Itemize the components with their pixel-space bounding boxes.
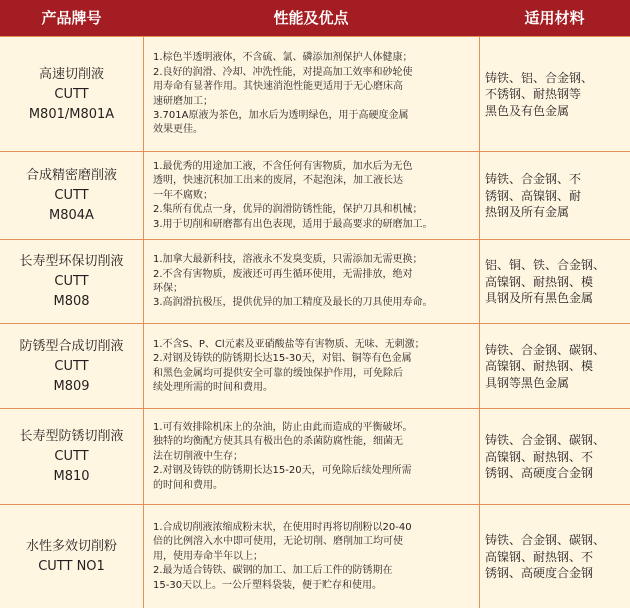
- product-brand: CUTT: [54, 449, 89, 464]
- product-model: M808: [53, 294, 90, 309]
- product-name-cell: [0, 37, 143, 152]
- material-line: 黑色及有色金属: [485, 103, 570, 118]
- materials-cell: [485, 240, 625, 324]
- performance-line: 续处理所需的时间和费用。: [153, 381, 273, 393]
- performance-line: 1.棕色半透明液体，不含硫、氯、磷添加剂保护人体健康；: [153, 52, 413, 64]
- material-line: 高镍钢、耐热钢、模: [485, 274, 594, 289]
- table-row: [0, 239, 630, 324]
- performance-line: 用，使用寿命半年以上；: [153, 550, 263, 562]
- material-line: 不锈钢、耐热钢等: [485, 87, 582, 102]
- performance-line: 3.用于切削和研磨都有出色表现，适用于最高要求的研磨加工。: [153, 218, 433, 230]
- performance-line: 独特的均衡配方使其具有极出色的杀菌防腐性能，细菌无: [153, 436, 403, 448]
- materials-cell: [485, 505, 625, 609]
- material-line: 高镍钢、耐热钢、不: [485, 449, 594, 464]
- materials-cell: [485, 152, 625, 240]
- performance-cell: [153, 505, 469, 609]
- product-model: M809: [53, 378, 90, 394]
- performance-cell: [153, 324, 469, 409]
- performance-line: 1.最优秀的用途加工液，不含任何有害物质，加水后为无色: [153, 160, 413, 172]
- materials-cell: [485, 324, 625, 409]
- performance-line: 环保；: [153, 283, 183, 294]
- performance-line: 和黑色金属均可提供安全可靠的缓蚀保护作用，可免除后: [153, 367, 403, 379]
- product-name: 长寿型防锈切削液: [19, 429, 124, 444]
- product-name: 防锈型合成切削液: [19, 338, 124, 354]
- material-line: 具钢及所有黑色金属: [485, 291, 594, 306]
- performance-line: 15-30天以上。一公斤塑料袋装，便于贮存和使用。: [153, 579, 383, 591]
- material-line: 铝、铜、铁、合金钢、: [485, 258, 606, 273]
- product-model: M801/M801A: [28, 106, 115, 122]
- performance-line: 法在切削液中生存；: [153, 450, 243, 462]
- header-product-code: 产品牌号: [41, 9, 102, 27]
- performance-line: 速研磨加工；: [153, 95, 213, 107]
- performance-line: 2.不含有害物质，废液还可再生循环使用，无需排放，绝对: [153, 268, 413, 280]
- performance-line: 用寿命有显著作用。其快速消泡性能更适用于无心磨床高: [153, 81, 403, 93]
- performance-line: 2.集所有优点一身，优异的润滑防锈性能，保护刀具和机械；: [153, 204, 423, 216]
- performance-cell: [153, 152, 469, 240]
- performance-line: 1.不含S、P、Cl元素及亚硝酸盐等有害物质、无味、无刺激；: [153, 338, 425, 350]
- performance-line: 1.合成切削液浓缩成粉末状，在使用时再将切削粉以20-40: [153, 521, 412, 533]
- performance-line: 3.高润滑抗极压，提供优异的加工精度及最长的刀具使用寿命。: [153, 297, 433, 309]
- material-line: 锈钢、高镍钢、耐: [485, 188, 582, 203]
- performance-line: 透明，快速沉积加工出来的废屑，不起泡沫，加工液长达: [153, 175, 403, 187]
- material-line: 铸铁、合金钢、碳钢、: [485, 433, 606, 448]
- product-brand: CUTT: [54, 358, 89, 374]
- performance-line: 1.可有效排除机床上的杂油，防止由此而造成的平衡破坏。: [153, 421, 413, 433]
- product-name: 高速切削液: [38, 66, 104, 82]
- product-name-cell: [0, 152, 143, 240]
- table-header: [0, 0, 630, 36]
- performance-cell: [153, 240, 469, 324]
- product-model: M810: [53, 469, 90, 484]
- performance-line: 2.良好的润滑、冷却、冲洗性能，对提高加工效率和砂轮使: [153, 66, 413, 78]
- product-model: M804A: [49, 208, 94, 223]
- product-name-cell: [0, 324, 143, 409]
- table-row: [0, 36, 630, 152]
- product-name: 合成精密磨削液: [25, 168, 117, 183]
- performance-cell: [153, 409, 469, 505]
- product-brand: CUTT: [54, 188, 89, 203]
- performance-line: 1.加拿大最新科技，溶液永不发臭变质，只需添加无需更换；: [153, 254, 423, 266]
- performance-line: 倍的比例溶入水中即可使用，无论切削、磨削加工均可使: [153, 536, 403, 548]
- header-materials: 适用材料: [524, 9, 585, 27]
- material-line: 锈钢、高硬度合金钢: [485, 566, 594, 581]
- material-line: 铸铁、合金钢、不: [485, 172, 582, 187]
- product-name-cell: [0, 409, 143, 505]
- performance-line: 2.对钢及铸铁的防锈期长达15-20天，可免除后续处理所需: [153, 465, 412, 477]
- material-line: 热钢及所有金属: [485, 205, 570, 220]
- material-line: 铸铁、合金钢、碳钢、: [485, 533, 606, 548]
- material-line: 高镍钢、耐热钢、模: [485, 359, 594, 374]
- material-line: 具钢等黑色金属: [485, 375, 570, 390]
- material-line: 铸铁、铝、合金钢、: [485, 70, 594, 85]
- performance-line: 3.701A原液为茶色，加水后为透明绿色，用于高硬度金属: [153, 109, 409, 121]
- table-row: [0, 323, 630, 409]
- table-row: [0, 408, 630, 505]
- performance-line: 2.对钢及铸铁的防锈期长达15-30天，对铝、铜等有色金属: [153, 353, 412, 365]
- performance-line: 的时间和费用。: [153, 479, 223, 491]
- performance-line: 效果更佳。: [153, 124, 203, 136]
- table-row: [0, 151, 630, 240]
- product-name-cell: [0, 240, 143, 324]
- material-line: 铸铁、合金钢、碳钢、: [485, 342, 606, 357]
- product-name: 水性多效切削粉: [25, 539, 117, 554]
- material-line: 高镍钢、耐热钢、不: [485, 549, 594, 564]
- product-model: CUTT NO1: [38, 559, 105, 574]
- performance-line: 2.最为适合铸铁、碳钢的加工、加工后工件的防锈期在: [153, 565, 393, 577]
- material-line: 锈钢、高硬度合金钢: [485, 466, 594, 481]
- table-row: [0, 504, 630, 609]
- materials-cell: [485, 409, 625, 505]
- product-name-cell: [0, 505, 143, 609]
- performance-line: 一年不腐败；: [153, 189, 213, 201]
- product-brand: CUTT: [54, 86, 89, 102]
- materials-cell: [485, 37, 625, 152]
- header-performance: 性能及优点: [273, 9, 349, 27]
- product-name: 长寿型环保切削液: [19, 254, 124, 269]
- product-brand: CUTT: [54, 274, 89, 289]
- performance-cell: [153, 37, 469, 152]
